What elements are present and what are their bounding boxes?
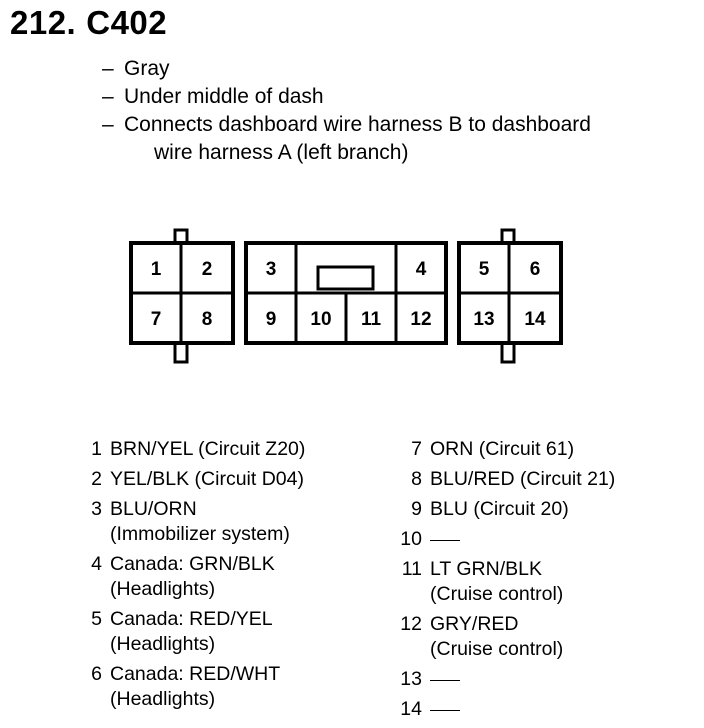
cavity-label: 11 xyxy=(360,309,382,330)
note-dash: – xyxy=(102,85,114,108)
pin-row: 2 YEL/BLK (Circuit D04) xyxy=(91,468,304,490)
cavity-label: 8 xyxy=(201,309,213,330)
pin-row: 12 GRY/RED (Cruise control) xyxy=(400,613,564,660)
pin-row: 1 BRN/YEL (Circuit Z20) xyxy=(91,438,306,460)
pin-row: 3 BLU/ORN (Immobilizer system) xyxy=(91,498,290,545)
note-location: – Under middle of dash xyxy=(102,83,591,111)
connector-number: 212. xyxy=(10,4,77,41)
pin-row: 14 xyxy=(396,697,696,722)
note-dash: – xyxy=(102,57,114,80)
cavity-label: 9 xyxy=(265,309,277,330)
cavity-label: 4 xyxy=(415,259,427,280)
cavity-label: 14 xyxy=(524,309,546,330)
note-connects-continued: wire harness A (left branch) xyxy=(154,141,409,164)
cavity-label: 6 xyxy=(529,259,541,280)
pin-row: 13 xyxy=(396,667,696,692)
cavity-label: 12 xyxy=(410,309,432,330)
cavity-label: 2 xyxy=(201,259,213,280)
pin-row: 9 BLU (Circuit 20) xyxy=(411,498,569,520)
pin-row: 8 BLU/RED (Circuit 21) xyxy=(411,468,616,490)
pin-row: 7 ORN (Circuit 61) xyxy=(411,438,575,460)
pin-row: 5 Canada: RED/YEL (Headlights) xyxy=(91,608,273,655)
note-connects: – Connects dashboard wire harness B to dashboard xyxy=(102,111,591,139)
cavity-label: 5 xyxy=(478,259,490,280)
cavity-label: 1 xyxy=(150,259,162,280)
cavity-label: 10 xyxy=(310,309,332,330)
unused-pin-dash xyxy=(430,680,460,681)
pin-row: 10 xyxy=(396,527,696,552)
unused-pin-dash xyxy=(430,540,460,541)
pin-list-right xyxy=(396,437,696,727)
connector-name: C402 xyxy=(86,4,168,41)
cavity-label: 13 xyxy=(473,309,495,330)
note-dash: – xyxy=(102,113,114,136)
cavity-label: 7 xyxy=(150,309,162,330)
unused-pin-dash xyxy=(430,710,460,711)
note-color: – Gray xyxy=(102,55,591,83)
pin-list-left xyxy=(76,437,396,717)
cavity-label: 3 xyxy=(265,259,277,280)
center-key xyxy=(318,267,373,289)
pin-row: 4 Canada: GRN/BLK (Headlights) xyxy=(91,553,275,600)
pin-row: 6 Canada: RED/WHT (Headlights) xyxy=(91,663,281,710)
pin-row: 11 LT GRN/BLK (Cruise control) xyxy=(401,558,564,605)
